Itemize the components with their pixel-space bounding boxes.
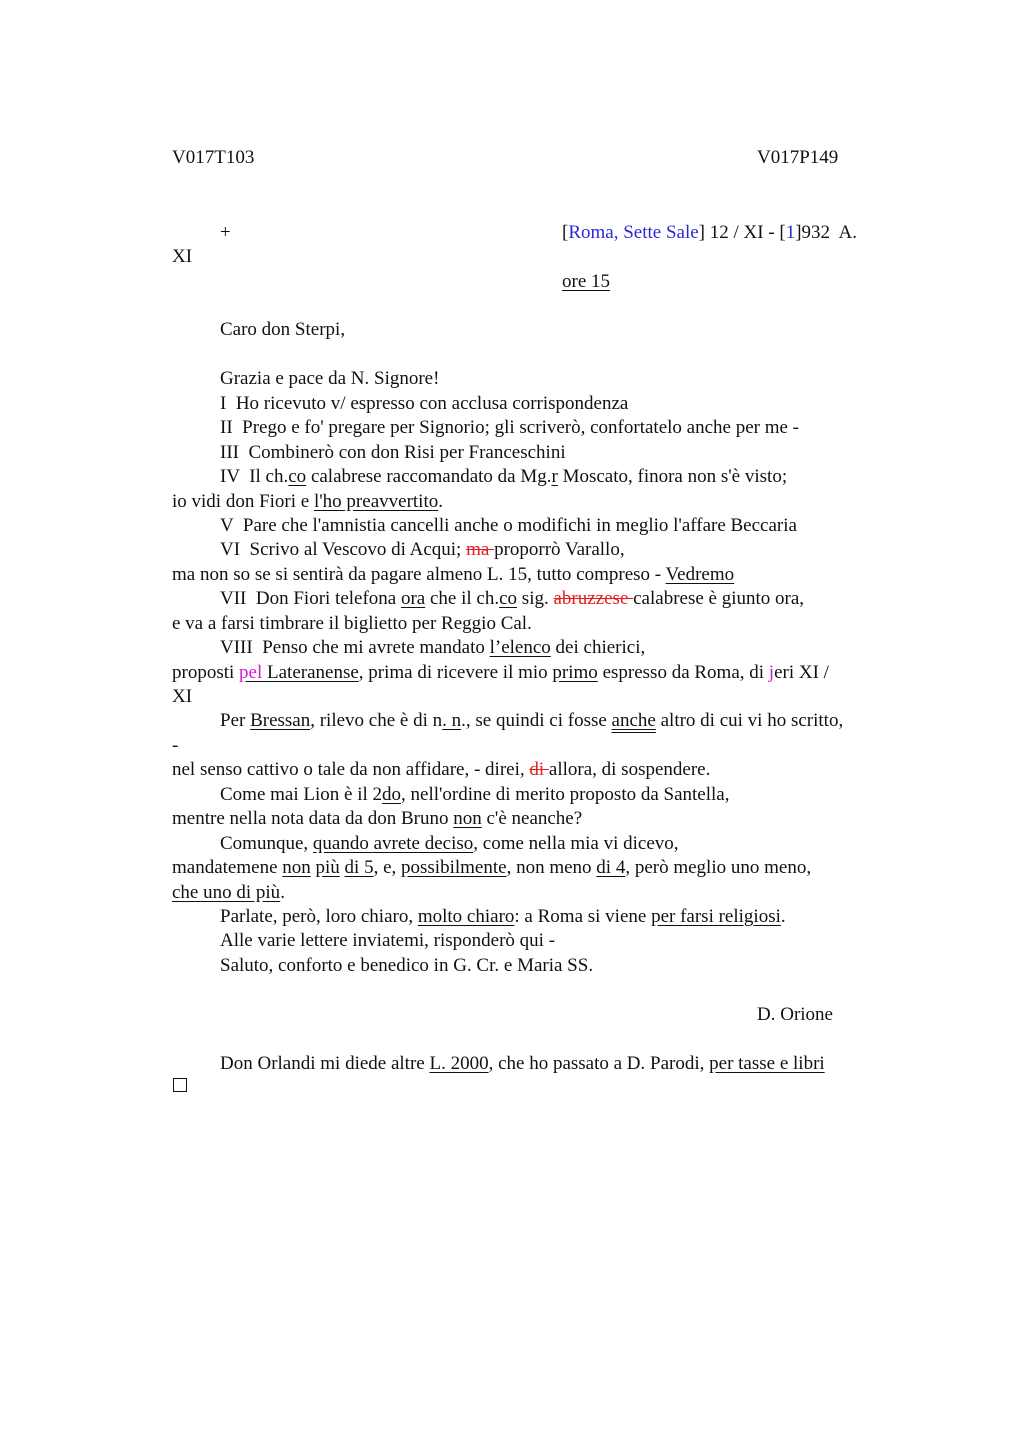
paragraph-9-cont: nel senso cattivo o tale da non affidare, - direi, di allora, di sospendere. [172,759,711,780]
paragraph-10: Come mai Lion è il 2do, nell'ordine di merito proposto da Santella, [220,784,730,805]
paragraph-8-cont: proposti pel Lateranense, prima di ricevere il mio primo espresso da Roma, di jeri XI / [172,662,829,683]
paragraph-4-cont: io vidi don Fiori e l'ho preavvertito. [172,491,443,512]
paragraph-1: I Ho ricevuto v/ espresso con acclusa corrispondenza [220,393,629,414]
document-code-left: V017T103 [172,147,255,168]
paragraph-5: V Pare che l'amnistia cancelli anche o modifichi in meglio l'affare Beccaria [220,515,797,536]
salutation: Caro don Sterpi, [220,319,346,340]
paragraph-14: Saluto, conforto e benedico in G. Cr. e Maria SS. [220,955,594,976]
document-code-right: V017P149 [757,147,839,168]
paragraph-2: II Prego e fo' pregare per Signorio; gli scriverò, confortatelo anche per me - [220,417,799,438]
paragraph-7: VII Don Fiori telefona ora che il ch.co sig. abruzzese calabrese è giunto ora, [220,588,805,609]
paragraph-8: VIII Penso che mi avrete mandato l’elenco dei chierici, [220,637,646,658]
dateline-place: Roma, Sette Sale [568,222,699,243]
dateline-era: XI [172,246,193,267]
paragraph-6-cont: ma non so se si sentirà da pagare almeno L. 15, tutto compreso - Vedremo [172,564,735,585]
postscript: Don Orlandi mi diede altre L. 2000, che ho passato a D. Parodi, per tasse e libri [220,1053,825,1074]
end-box-icon [173,1078,187,1092]
dateline: [Roma, Sette Sale] 12 / XI - [1]932 A. [562,222,857,243]
paragraph-7-cont: e va a farsi timbrare il biglietto per Reggio Cal. [172,613,532,634]
paragraph-11-cont: mandatemene non più di 5, e, possibilmente, non meno di 4, però meglio uno meno, [172,857,812,878]
dateline-time: ore 15 [562,271,611,292]
paragraph-9-dash: - [172,735,179,756]
deleted-text: abruzzese [553,588,634,609]
paragraph-4: IV Il ch.co calabrese raccomandato da Mg.r Moscato, finora non s'è visto; [220,466,788,487]
paragraph-10-cont: mentre nella nota data da don Bruno non c'è neanche? [172,808,583,829]
cross-symbol: + [220,222,231,243]
paragraph-8-era: XI [172,686,193,707]
paragraph-11-end: che uno di più. [172,882,285,903]
deleted-text: di [529,759,549,780]
paragraph-9: Per Bressan, rilevo che è di n. n., se quindi ci fosse anche altro di cui vi ho scritto, [220,710,844,731]
paragraph-6: VI Scrivo al Vescovo di Acqui; ma proporrò Varallo, [220,539,625,560]
deleted-text: ma [466,539,495,560]
paragraph-3: III Combinerò con don Risi per Franceschini [220,442,566,463]
paragraph-12: Parlate, però, loro chiaro, molto chiaro: a Roma si viene per farsi religiosi. [220,906,786,927]
paragraph-13: Alle varie lettere inviatemi, risponderò qui - [220,930,556,951]
greeting: Grazia e pace da N. Signore! [220,368,440,389]
paragraph-11: Comunque, quando avrete deciso, come nella mia vi dicevo, [220,833,679,854]
signature: D. Orione [757,1004,833,1025]
